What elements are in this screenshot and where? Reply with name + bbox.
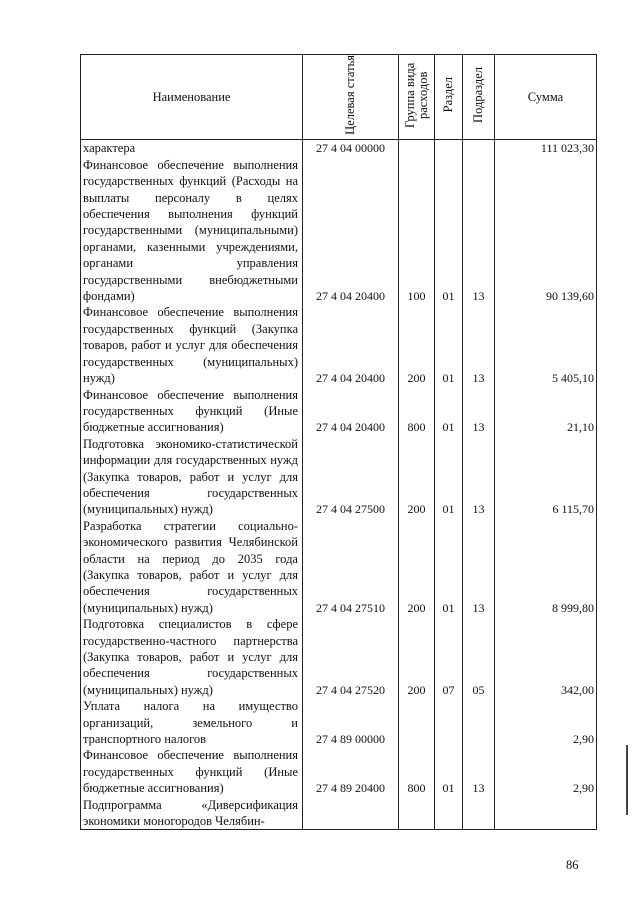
table-row — [81, 616, 597, 698]
row-target: 27 4 04 20400 — [303, 387, 399, 436]
row-sum: 5 405,10 — [495, 304, 597, 386]
row-target: 27 4 04 20400 — [303, 157, 399, 305]
row-group: 200 — [399, 436, 435, 518]
row-section: 01 — [435, 436, 463, 518]
row-name: Финансовое обеспечение выполнения государственных функций (Иные бюджетные ассигнования) — [81, 747, 303, 796]
row-sum: 21,10 — [495, 387, 597, 436]
row-section: 01 — [435, 518, 463, 616]
row-sum: 2,90 — [495, 698, 597, 747]
row-name: Финансовое обеспечение выполнения государственных функций (Иные бюджетные ассигнования) — [81, 387, 303, 436]
row-subsection — [463, 797, 495, 830]
header-sum: Сумма — [495, 55, 597, 140]
row-group: 100 — [399, 157, 435, 305]
table-row — [81, 304, 597, 386]
row-name: Подготовка экономико-статистической информации для государственных нужд (Закупка товаров, работ и услуг для обеспечения государственных (муниципальных) нужд) — [81, 436, 303, 518]
row-group: 200 — [399, 616, 435, 698]
table-row — [81, 387, 597, 436]
row-group: 800 — [399, 747, 435, 796]
row-sum: 8 999,80 — [495, 518, 597, 616]
table-row — [81, 747, 597, 796]
row-section: 01 — [435, 387, 463, 436]
row-target: 27 4 04 27520 — [303, 616, 399, 698]
row-subsection: 13 — [463, 157, 495, 305]
row-section: 07 — [435, 616, 463, 698]
row-name: Уплата налога на имущество организаций, земельного и транспортного налогов — [81, 698, 303, 747]
row-name: Подготовка специалистов в сфере государственно-частного партнерства (Закупка товаров, работ и услуг для обеспечения государственных (муниципальных) нужд) — [81, 616, 303, 698]
page-number: 86 — [566, 858, 579, 872]
row-target: 27 4 04 27500 — [303, 436, 399, 518]
row-subsection: 13 — [463, 747, 495, 796]
row-sum — [495, 797, 597, 830]
row-target — [303, 797, 399, 830]
row-target: 27 4 04 27510 — [303, 518, 399, 616]
row-sum: 111 023,30 — [495, 140, 597, 157]
row-target: 27 4 89 00000 — [303, 698, 399, 747]
row-target: 27 4 89 20400 — [303, 747, 399, 796]
row-target: 27 4 04 00000 — [303, 140, 399, 157]
table-row — [81, 797, 597, 830]
row-name: Разработка стратегии социально-экономического развития Челябинской области на период до 2035 года (Закупка товаров, работ и услуг для обеспечения государственных (муниципальных) нужд) — [81, 518, 303, 616]
row-section: 01 — [435, 747, 463, 796]
header-target: Целевая статья — [303, 55, 399, 140]
row-sum: 90 139,60 — [495, 157, 597, 305]
table-row — [81, 157, 597, 305]
row-target: 27 4 04 20400 — [303, 304, 399, 386]
table-row — [81, 140, 597, 157]
row-sum: 6 115,70 — [495, 436, 597, 518]
budget-document — [80, 54, 596, 830]
row-sum: 342,00 — [495, 616, 597, 698]
row-section: 01 — [435, 157, 463, 305]
row-subsection: 05 — [463, 616, 495, 698]
header-name: Наименование — [81, 55, 303, 140]
row-subsection — [463, 698, 495, 747]
header-subsection: Подраздел — [463, 55, 495, 140]
row-subsection: 13 — [463, 518, 495, 616]
header-group: Группа вида расходов — [399, 55, 435, 140]
row-section — [435, 140, 463, 157]
row-group: 200 — [399, 518, 435, 616]
row-group: 200 — [399, 304, 435, 386]
row-subsection: 13 — [463, 304, 495, 386]
row-sum: 2,90 — [495, 747, 597, 796]
row-name: Подпрограмма «Диверсификация экономики моногородов Челябин- — [81, 797, 303, 830]
row-name: характера — [81, 140, 303, 157]
table-row — [81, 436, 597, 518]
row-group: 800 — [399, 387, 435, 436]
row-subsection — [463, 140, 495, 157]
row-group — [399, 140, 435, 157]
row-section — [435, 797, 463, 830]
scan-edge-mark — [626, 745, 628, 815]
table-header-row — [81, 55, 597, 140]
row-subsection: 13 — [463, 436, 495, 518]
table-row — [81, 518, 597, 616]
row-group — [399, 698, 435, 747]
row-name: Финансовое обеспечение выполнения государственных функций (Расходы на выплаты персоналу в целях обеспечения выполнения функций государственными (муниципальными) органами, казенными учреждениями, органами управления государственными внебюджетными фондами) — [81, 157, 303, 305]
row-subsection: 13 — [463, 387, 495, 436]
row-section: 01 — [435, 304, 463, 386]
row-name: Финансовое обеспечение выполнения государственных функций (Закупка товаров, работ и услуг для обеспечения государственных (муниципальных) нужд) — [81, 304, 303, 386]
row-group — [399, 797, 435, 830]
budget-table — [80, 54, 597, 830]
row-section — [435, 698, 463, 747]
table-row — [81, 698, 597, 747]
header-section: Раздел — [435, 55, 463, 140]
